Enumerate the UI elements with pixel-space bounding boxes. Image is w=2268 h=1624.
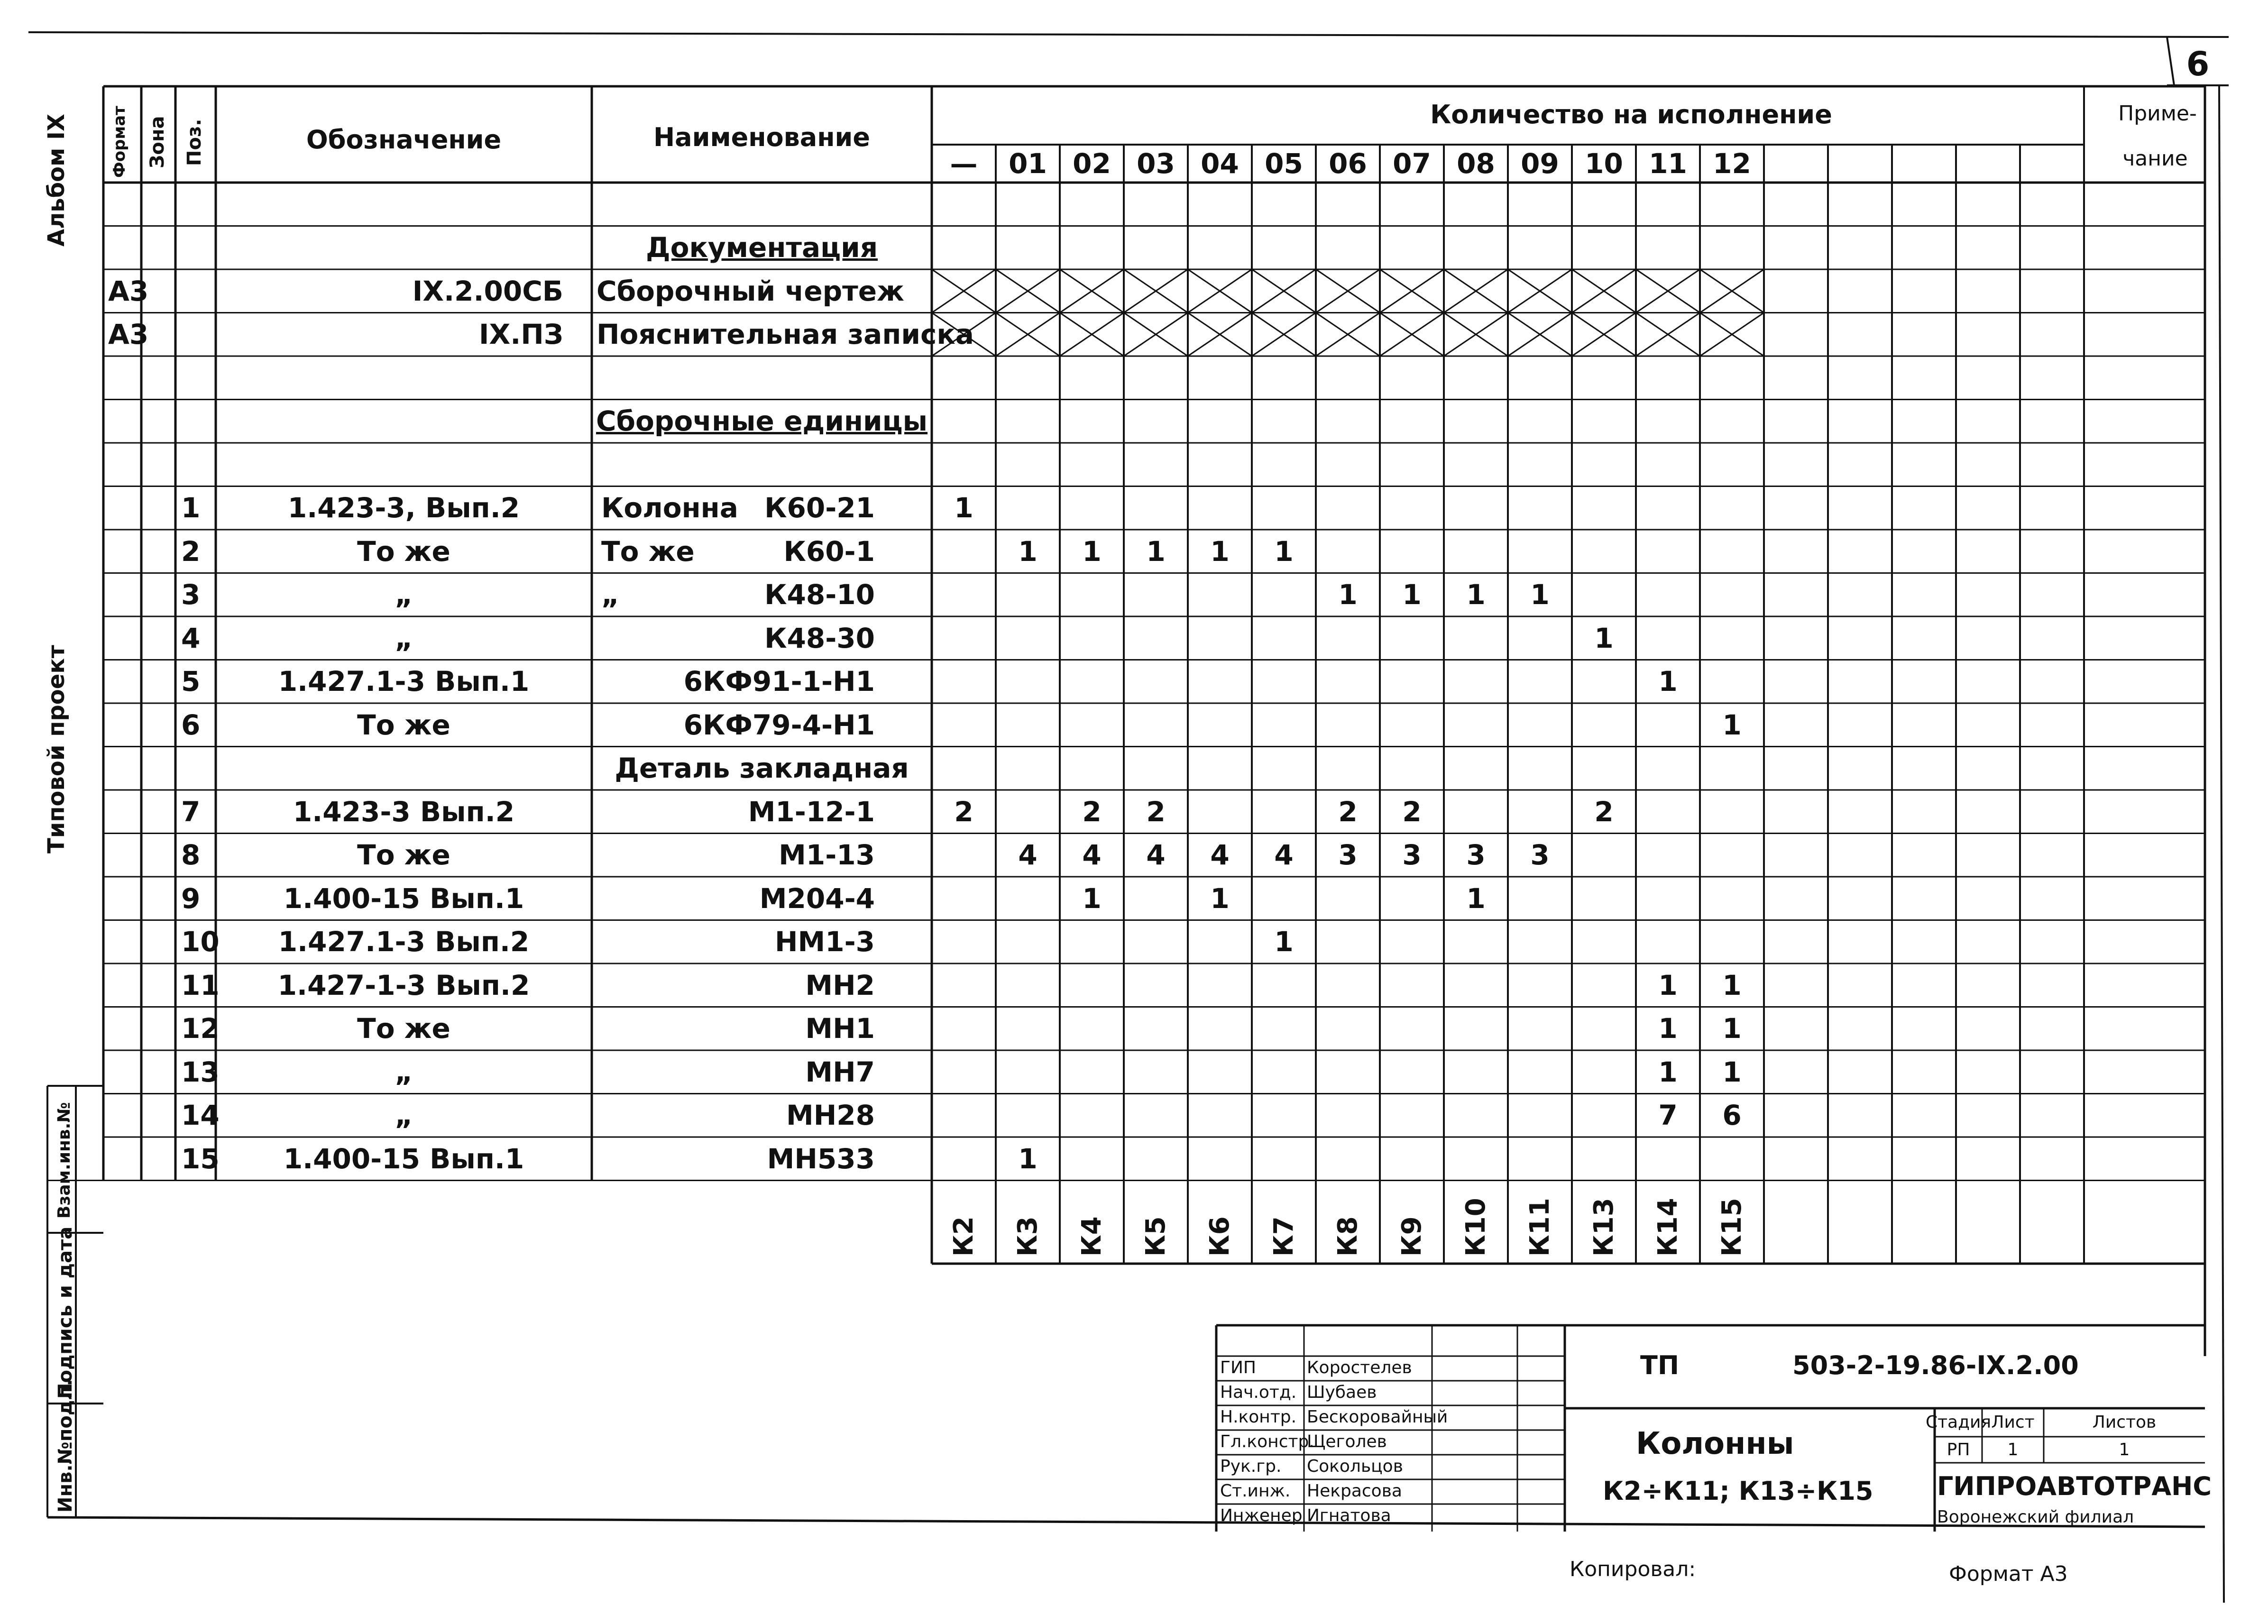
designation-cell: IX.2.00СБ	[412, 275, 563, 307]
pos-cell: 9	[181, 882, 201, 915]
stage-value: РП	[1947, 1440, 1970, 1459]
quantity-cell: 1	[954, 492, 973, 524]
designation-cell: IX.ПЗ	[478, 318, 563, 351]
pos-cell: 2	[181, 535, 201, 568]
pos-cell: 14	[181, 1099, 220, 1132]
quantity-cell: 7	[1658, 1099, 1678, 1132]
outer-right-line	[2219, 85, 2224, 1603]
stage-label: Стадия	[1925, 1413, 1992, 1432]
album-label: Альбом IX	[43, 114, 70, 247]
name-cell: „	[601, 578, 620, 611]
pos-cell: 15	[181, 1142, 220, 1175]
execution-label: 09	[1521, 147, 1559, 180]
sheet-value: 1	[2007, 1440, 2019, 1459]
execution-label: 03	[1137, 147, 1175, 180]
name-cell: М1-12-1	[748, 795, 875, 828]
format-cell: А3	[108, 275, 149, 307]
quantity-cell: 1	[1018, 1142, 1038, 1175]
designation-cell: 1.423-3, Вып.2	[287, 492, 520, 524]
quantity-cell: 4	[1018, 839, 1038, 872]
column-mark: К4	[1076, 1216, 1107, 1257]
copied-label: Копировал:	[1570, 1557, 1696, 1581]
pos-cell: 12	[181, 1012, 220, 1045]
name-cell: К48-10	[764, 578, 875, 611]
execution-label: 05	[1265, 147, 1303, 180]
execution-label: 08	[1457, 147, 1495, 180]
name-cell: К60-1	[783, 535, 875, 568]
sheet-number-box-left	[2167, 37, 2174, 85]
name-cell: 6КФ91-1-Н1	[683, 665, 875, 698]
name-cell: М204-4	[759, 882, 875, 915]
column-mark: К8	[1332, 1216, 1363, 1257]
code-prefix: ТП	[1640, 1350, 1680, 1380]
format-cell: А3	[108, 318, 149, 351]
name-cell: МН7	[805, 1055, 875, 1088]
designation-cell: То же	[357, 839, 450, 872]
quantity-cell: 3	[1466, 839, 1486, 872]
name-cell: 6КФ79-4-Н1	[683, 708, 875, 741]
name-cell: НМ1-3	[774, 926, 875, 958]
column-mark: К14	[1652, 1198, 1683, 1257]
pos-cell: 4	[181, 622, 201, 654]
quantity-cell: 2	[1402, 795, 1422, 828]
signer-name: Щеголев	[1307, 1432, 1387, 1451]
designation-cell: То же	[357, 1012, 450, 1045]
drawing-subtitle: К2÷К11; К13÷К15	[1603, 1476, 1873, 1506]
column-mark: К9	[1396, 1216, 1427, 1257]
pos-cell: 8	[181, 839, 201, 872]
header-format: Формат	[110, 106, 129, 178]
quantity-cell: 3	[1338, 839, 1358, 872]
pos-cell: 5	[181, 665, 201, 698]
pos-cell: 10	[181, 926, 220, 958]
quantity-cell: 1	[1274, 926, 1294, 958]
designation-cell: „	[395, 622, 413, 654]
quantity-cell: 1	[1210, 882, 1230, 915]
document-code: 503-2-19.86-IX.2.00	[1792, 1350, 2079, 1380]
pos-cell: 1	[181, 492, 201, 524]
header-pos: Поз.	[184, 119, 205, 166]
quantity-cell: 4	[1210, 839, 1230, 872]
quantity-cell: 4	[1082, 839, 1102, 872]
name-cell: Колонна	[601, 492, 738, 524]
column-mark: К11	[1524, 1198, 1555, 1257]
designation-cell: „	[395, 1055, 413, 1088]
header-note: чание	[2122, 147, 2188, 171]
section-title-detail: Деталь закладная	[615, 752, 909, 785]
quantity-cell: 2	[954, 795, 973, 828]
column-mark: К7	[1268, 1216, 1299, 1257]
execution-label: 01	[1009, 147, 1047, 180]
sheets-value: 1	[2119, 1440, 2130, 1459]
pos-cell: 13	[181, 1055, 220, 1088]
name-cell: МН1	[805, 1012, 875, 1045]
quantity-cell: 2	[1146, 795, 1166, 828]
role-label: Н.контр.	[1220, 1407, 1297, 1427]
quantity-cell: 2	[1594, 795, 1614, 828]
signer-name: Некрасова	[1307, 1481, 1402, 1501]
quantity-cell: 1	[1658, 665, 1678, 698]
quantity-cell: 1	[1210, 535, 1230, 568]
signer-name: Сокольцов	[1307, 1457, 1403, 1476]
column-mark: К2	[948, 1216, 979, 1257]
organization: ГИПРОАВТОТРАНС	[1937, 1471, 2212, 1501]
header-note: Приме-	[2118, 101, 2197, 126]
execution-label: 07	[1393, 147, 1431, 180]
name-cell: МН533	[767, 1142, 875, 1175]
quantity-cell: 6	[1722, 1099, 1742, 1132]
designation-cell: 1.423-3 Вып.2	[293, 795, 515, 828]
execution-label: 11	[1649, 147, 1687, 180]
quantity-cell: 1	[1722, 969, 1742, 1001]
quantity-cell: 1	[1658, 1055, 1678, 1088]
designation-cell: 1.427.1-3 Вып.2	[278, 926, 530, 958]
name-cell: К48-30	[764, 622, 875, 654]
drawing-title: Колонны	[1636, 1426, 1794, 1461]
execution-label: —	[950, 147, 978, 180]
designation-cell: „	[395, 578, 413, 611]
column-mark: К15	[1716, 1198, 1747, 1257]
designation-cell: 1.400-15 Вып.1	[283, 882, 524, 915]
quantity-cell: 1	[1402, 578, 1422, 611]
quantity-cell: 1	[1658, 969, 1678, 1001]
signer-name: Коростелев	[1307, 1358, 1412, 1377]
column-mark: К6	[1204, 1216, 1235, 1257]
execution-label: 06	[1329, 147, 1367, 180]
designation-cell: То же	[357, 708, 450, 741]
designation-cell: То же	[357, 535, 450, 568]
quantity-cell: 1	[1146, 535, 1166, 568]
name-cell: М1-13	[779, 839, 875, 872]
project-label: Типовой проект	[43, 645, 70, 853]
column-mark: К13	[1588, 1198, 1619, 1257]
column-mark: К10	[1460, 1198, 1491, 1257]
name-cell: Сборочный чертеж	[597, 275, 904, 307]
designation-cell: 1.427-1-3 Вып.2	[277, 969, 530, 1001]
pos-cell: 11	[181, 969, 220, 1001]
role-label: Рук.гр.	[1220, 1457, 1282, 1476]
quantity-cell: 1	[1466, 578, 1486, 611]
stamp-label: Инв.№подл.	[55, 1379, 76, 1513]
quantity-cell: 1	[1274, 535, 1294, 568]
quantity-cell: 1	[1082, 535, 1102, 568]
execution-label: 04	[1201, 147, 1239, 180]
quantity-cell: 4	[1146, 839, 1166, 872]
header-quantity: Количество на исполнение	[1430, 100, 1832, 129]
quantity-cell: 4	[1274, 839, 1294, 872]
role-label: Гл.констр.	[1220, 1432, 1314, 1451]
quantity-cell: 1	[1722, 708, 1742, 741]
quantity-cell: 3	[1402, 839, 1422, 872]
role-label: Инженер	[1220, 1506, 1303, 1525]
quantity-cell: 2	[1338, 795, 1358, 828]
pos-cell: 6	[181, 708, 201, 741]
organization-branch: Воронежский филиал	[1937, 1507, 2134, 1527]
column-mark: К5	[1140, 1216, 1171, 1257]
name-cell: МН28	[786, 1099, 875, 1132]
quantity-cell: 2	[1082, 795, 1102, 828]
stamp-label: Подпись и дата	[55, 1226, 76, 1399]
section-title-documentation: Документация	[645, 231, 878, 264]
quantity-cell: 1	[1466, 882, 1486, 915]
column-mark: К3	[1012, 1216, 1043, 1257]
designation-cell: 1.427.1-3 Вып.1	[278, 665, 530, 698]
stamp-label: Взам.инв.№	[55, 1102, 74, 1219]
role-label: Ст.инж.	[1220, 1481, 1291, 1501]
quantity-cell: 1	[1082, 882, 1102, 915]
name-cell: То же	[601, 535, 695, 568]
signer-name: Шубаев	[1307, 1383, 1377, 1402]
quantity-cell: 1	[1658, 1012, 1678, 1045]
role-label: Нач.отд.	[1220, 1383, 1297, 1402]
quantity-cell: 1	[1018, 535, 1038, 568]
sheets-label: Листов	[2092, 1413, 2157, 1432]
designation-cell: „	[395, 1099, 413, 1132]
format-label: Формат А3	[1949, 1562, 2068, 1586]
quantity-cell: 3	[1530, 839, 1550, 872]
top-border-line	[28, 32, 2229, 37]
name-cell: К60-21	[764, 492, 875, 524]
pos-cell: 3	[181, 578, 201, 611]
name-cell: Пояснительная записка	[597, 318, 974, 351]
designation-cell: 1.400-15 Вып.1	[283, 1142, 524, 1175]
role-label: ГИП	[1220, 1358, 1256, 1377]
signer-name: Игнатова	[1307, 1506, 1391, 1525]
section-title-assembly: Сборочные единицы	[596, 405, 928, 438]
quantity-cell: 1	[1722, 1055, 1742, 1088]
sheet-label: Лист	[1991, 1413, 2035, 1432]
header-name: Наименование	[653, 122, 871, 152]
quantity-cell: 1	[1722, 1012, 1742, 1045]
header-designation: Обозначение	[306, 125, 502, 155]
quantity-cell: 1	[1530, 578, 1550, 611]
signer-name: Бескоровайный	[1307, 1407, 1448, 1427]
execution-label: 02	[1073, 147, 1111, 180]
header-zone: Зона	[147, 116, 168, 168]
sheet-number: 6	[2186, 45, 2210, 83]
execution-label: 10	[1585, 147, 1623, 180]
execution-label: 12	[1713, 147, 1751, 180]
name-cell: МН2	[805, 969, 875, 1001]
quantity-cell: 1	[1338, 578, 1358, 611]
quantity-cell: 1	[1594, 622, 1614, 654]
bottom-frame-line	[47, 1517, 2205, 1527]
pos-cell: 7	[181, 795, 201, 828]
